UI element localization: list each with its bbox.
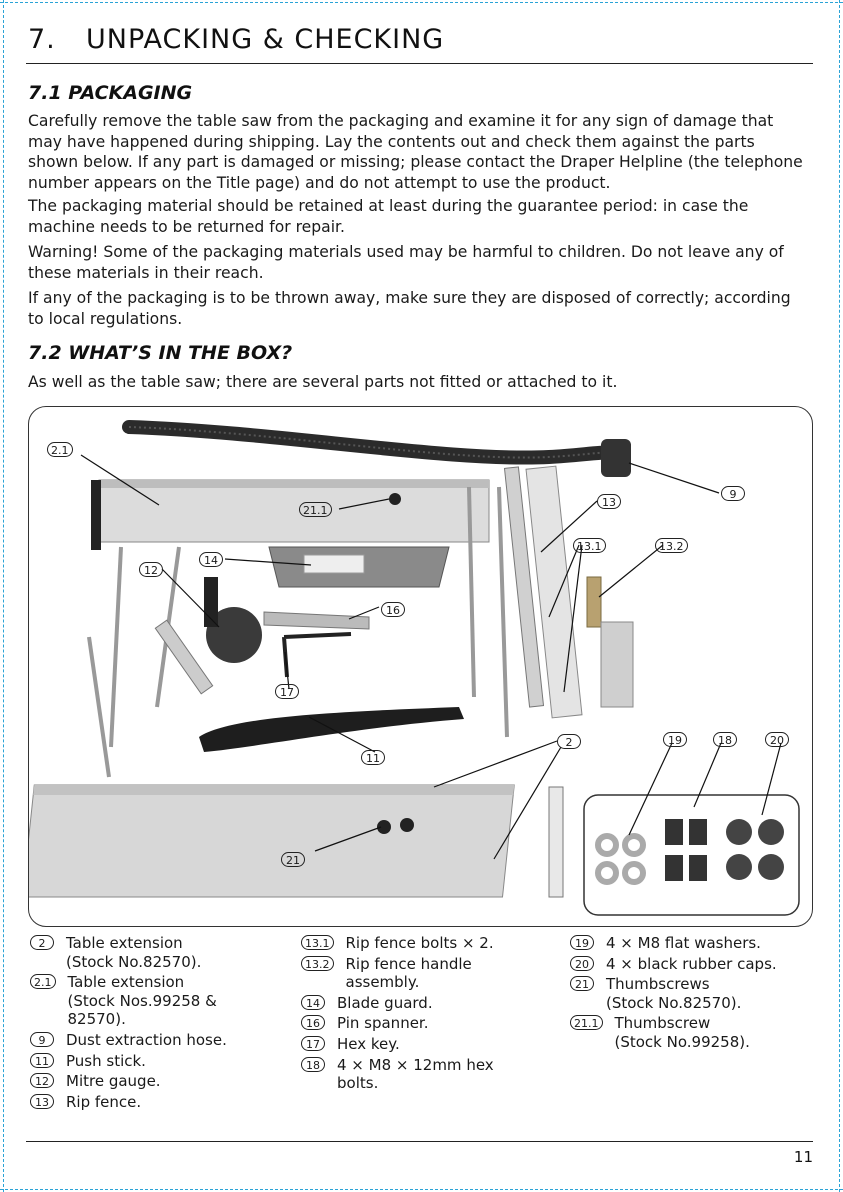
legend-number: 21.1 xyxy=(570,1015,603,1030)
legend-number: 14 xyxy=(301,995,325,1010)
paragraph-3: Warning! Some of the packaging materials used may be harmful to children. Do not leave any of these materials in their reach. xyxy=(28,243,784,282)
legend-number: 11 xyxy=(30,1053,54,1068)
legend-text: Thumbscrew (Stock No.99258). xyxy=(614,1014,750,1051)
legend-number: 21 xyxy=(570,976,594,991)
legend-item xyxy=(30,973,280,1029)
callout-11: 11 xyxy=(361,750,385,765)
legend-text: 4 × M8 × 12mm hex bolts. xyxy=(337,1055,494,1093)
callout-13: 13 xyxy=(597,494,621,509)
legend-number: 17 xyxy=(301,1036,325,1051)
paragraph-2: The packaging material should be retained at least during the guarantee period: in case the machine needs to be returned for repair. xyxy=(28,197,749,236)
pin-spanner xyxy=(264,612,369,629)
legend-column-1 xyxy=(30,934,280,1113)
legend-item xyxy=(30,1072,280,1091)
legend-text: Rip fence. xyxy=(66,1092,142,1111)
callout-14: 14 xyxy=(199,552,223,567)
callout-17: 17 xyxy=(275,684,299,699)
parts-photo xyxy=(28,406,813,927)
table-extension-upper xyxy=(99,480,489,542)
callout-20: 20 xyxy=(765,732,789,747)
legend-item xyxy=(570,975,815,1012)
legend-item xyxy=(301,1035,551,1054)
dust-hose xyxy=(129,427,624,458)
callout-21: 21 xyxy=(281,852,305,867)
legend-text: Table extension (Stock No.82570). xyxy=(66,934,202,971)
heading-number: 7. xyxy=(28,24,56,55)
callout-13-2: 13.2 xyxy=(655,538,688,553)
legend-text: Pin spanner. xyxy=(337,1014,429,1033)
legend-column-3 xyxy=(570,934,815,1054)
legend-number: 16 xyxy=(301,1015,325,1030)
legend-item xyxy=(301,934,551,953)
section-title-box: 7.2 WHAT’S IN THE BOX? xyxy=(28,342,293,364)
legend-text: Mitre gauge. xyxy=(66,1072,161,1091)
section-title-packaging: 7.1 PACKAGING xyxy=(28,82,193,104)
legend-number: 13.1 xyxy=(301,935,334,950)
legend-text: 4 × black rubber caps. xyxy=(606,954,777,973)
legend-column-2 xyxy=(301,934,551,1095)
legend-number: 12 xyxy=(30,1073,54,1088)
legend-text: Blade guard. xyxy=(337,993,433,1012)
legend-item xyxy=(570,934,815,953)
legend-number: 2.1 xyxy=(30,974,56,989)
callout-21-1: 21.1 xyxy=(299,502,332,517)
paragraph-4: If any of the packaging is to be thrown away, make sure they are disposed of correctly; according to local regulations. xyxy=(28,289,791,328)
page-heading xyxy=(28,24,444,55)
legend-item xyxy=(570,955,815,974)
callout-2-1: 2.1 xyxy=(47,442,73,457)
callout-9: 9 xyxy=(721,486,745,501)
callout-19: 19 xyxy=(663,732,687,747)
legend-number: 2 xyxy=(30,935,54,950)
footer-rule xyxy=(26,1141,813,1142)
paragraph-1: Carefully remove the table saw from the packaging and examine it for any sign of damage that may have happened during shipping. Lay the contents out and check them against the parts shown below. If any part is damaged or missing; please contact the Draper Helpline (the telephone number appears on the Title page) and do not attempt to use the product. xyxy=(28,112,803,192)
legend-text: Rip fence handle assembly. xyxy=(345,954,472,992)
parts-illustration xyxy=(29,407,812,926)
thumbscrew xyxy=(377,820,391,834)
legend-item xyxy=(30,1031,280,1050)
page-number: 11 xyxy=(793,1148,813,1166)
callout-16: 16 xyxy=(381,602,405,617)
legend-text: 4 × M8 flat washers. xyxy=(606,934,761,952)
legend-number: 18 xyxy=(301,1057,325,1072)
legend-number: 13 xyxy=(30,1094,54,1109)
legend-item xyxy=(30,1093,280,1112)
legend-number: 20 xyxy=(570,956,594,971)
box-intro: As well as the table saw; there are several parts not fitted or attached to it. xyxy=(28,373,618,391)
callout-2: 2 xyxy=(557,734,581,749)
legend-text: Table extension (Stock Nos.99258 & 82570). xyxy=(67,973,217,1029)
callout-18: 18 xyxy=(713,732,737,747)
legend-item xyxy=(301,955,551,992)
callout-12: 12 xyxy=(139,562,163,577)
hex-key xyxy=(284,634,351,677)
legend-text: Dust extraction hose. xyxy=(66,1030,227,1049)
legend-number: 19 xyxy=(570,935,594,950)
legend-item xyxy=(30,1052,280,1071)
legend-item xyxy=(570,1014,815,1051)
legend-item xyxy=(301,1014,551,1033)
legend-text: Thumbscrews (Stock No.82570). xyxy=(606,975,742,1012)
table-extension-lower xyxy=(29,785,514,897)
hose-end xyxy=(601,439,631,477)
legend-item xyxy=(301,1056,551,1093)
legend-text: Rip fence bolts × 2. xyxy=(345,934,494,952)
heading-rule xyxy=(26,63,813,64)
heading-title: UNPACKING & CHECKING xyxy=(86,24,445,55)
fence-handle xyxy=(587,577,601,627)
callout-13-1: 13.1 xyxy=(573,538,606,553)
legend-text: Push stick. xyxy=(66,1051,146,1070)
legend-number: 13.2 xyxy=(301,956,334,971)
legend-number: 9 xyxy=(30,1032,54,1047)
legend-text: Hex key. xyxy=(337,1034,400,1053)
legend-item xyxy=(30,934,280,971)
legend-item xyxy=(301,994,551,1013)
